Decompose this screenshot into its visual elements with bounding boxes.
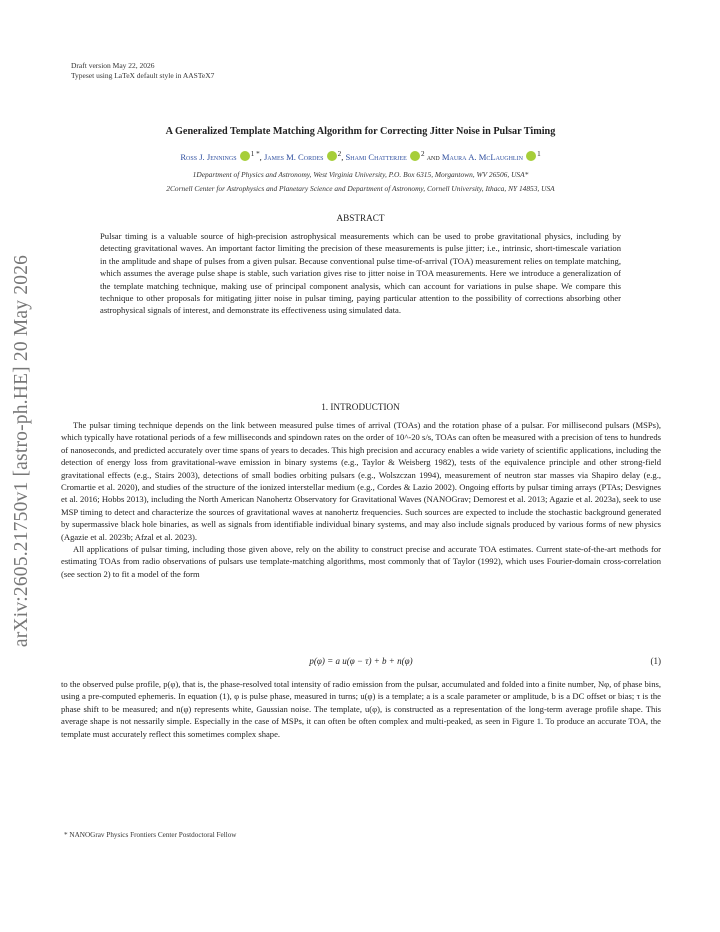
author-affil-mark: 2 — [337, 150, 342, 158]
draft-version: Draft version May 22, 2026 — [71, 61, 155, 70]
orcid-icon[interactable] — [410, 151, 420, 161]
author-name[interactable]: Shami Chatterjee — [345, 151, 407, 162]
author-name[interactable]: Maura A. McLaughlin — [441, 151, 523, 162]
equation-1 — [61, 656, 661, 670]
abstract-heading: ABSTRACT — [336, 213, 385, 223]
intro-paragraph-3: to the observed pulse profile, p(φ), that is, the phase-resolved total intensity of radio emission from the pulsar, accumulated and folded into a finite number, Nφ, of phase bins, using a pre-computed ephemeris. In equation (1), φ is pulse phase, measured in turns; u(φ) is a template; a is a scale parameter or amplitude, b is a DC offset or bias; τ is the phase shift to be measured; and n(φ) represents white, Gaussian noise. The template, u(φ), is constructed as a representation of the long-term average profile shape. This average shape is not nessarily simple. Especially in the case of MSPs, it can often be often complex and multi-peaked, as seen in Figure 1. To produce an accurate TOA, the template must accurately reflect this sometimes complex shape. — [61, 679, 661, 739]
author-name[interactable]: Ross J. Jennings — [180, 151, 237, 162]
abstract-text: Pulsar timing is a valuable source of high-precision astrophysical measurements which can be used to probe gravitational physics, including by detecting gravitational waves. An important factor limiting the precision of these measurements is pulse jitter; i.e., intrinsic, short-timescale variation in the amplitude and shape of pulses from a given pulsar. Because conventional pulse time-of-arrival (TOA) measurement relies on template matching, which assumes the average pulse shape is stable, such variation gives rise to jitter noise in TOA measurements. Here we introduce a generalization of the template matching technique, making use of principal component analysis, which can account for variations in pulse shape. We compare this technique to other proposals for mitigating jitter noise in pulsar timing, paying particular attention to the possibility of corrections absorbing other astrophysical signals of interest, and demonstrate its effectiveness using simulated data. — [100, 231, 621, 316]
affiliation-1: 1Department of Physics and Astronomy, West Virginia University, P.O. Box 6315, Morgantown, WV 26506, USA* — [192, 170, 529, 179]
draft-header — [71, 61, 214, 81]
author-list: Ross J. Jennings $^{1 *}$, James M. Cordes $^2$, Shami Chatterjee $^2$ and Maura A. McLaughlin $^1$ — [180, 150, 541, 162]
orcid-icon[interactable] — [240, 151, 250, 161]
author-name[interactable]: James M. Cordes — [263, 151, 324, 162]
arxiv-id: arXiv:2605.21750v1 [astro-ph.HE] 20 May 2026 — [11, 254, 32, 648]
equation-number: (1) — [650, 656, 661, 666]
footnote: * NANOGrav Physics Frontiers Center Postdoctoral Fellow — [64, 831, 237, 839]
affiliation-2: 2Cornell Center for Astrophysics and Planetary Science and Department of Astronomy, Cornell University, Ithaca, NY 14853, USA — [166, 184, 555, 193]
author-affil-mark: 2 — [420, 150, 425, 158]
equation-expression: p(φ) = a u(φ − τ) + b + n(φ) — [309, 656, 413, 666]
typeset-note: Typeset using LaTeX default style in AASTeX7 — [71, 71, 215, 80]
intro-body — [61, 419, 661, 580]
orcid-icon[interactable] — [327, 151, 337, 161]
section-heading: 1. INTRODUCTION — [321, 402, 400, 412]
paper-title: A Generalized Template Matching Algorithm for Correcting Jitter Noise in Pulsar Timing — [165, 126, 556, 137]
author-affil-mark: 1 — [537, 150, 541, 158]
intro-paragraph-2: All applications of pulsar timing, including those given above, rely on the ability to construct precise and accurate TOA estimates. Current state-of-the-art methods for estimating TOAs from radio observations of pulsars use template-matching algorithms, most commonly that of Taylor (1992), which uses Fourier-domain cross-correlation (see section 2) to fit a model of the form — [61, 544, 661, 579]
author-and: and — [426, 151, 440, 162]
arxiv-watermark — [2, 236, 42, 666]
orcid-icon[interactable] — [526, 151, 536, 161]
author-affil-mark: 1 * — [250, 150, 260, 158]
intro-body-cont — [61, 678, 661, 740]
intro-paragraph-1: The pulsar timing technique depends on the link between measured pulse times of arrival (TOAs) and the rotation phase of a pulsar. For millisecond pulsars (MSPs), which typically have rotational periods of a few milliseconds and spindown rates on the order of 10^-20 s/s, TOAs can often be measured with a precision of tens to hundreds of nanoseconds, and predicted accurately over time spans of years to decades. This high precision and accuracy enables a wide variety of scientific applications, including the detection of energy loss from gravitational-wave emission in binary systems (e.g., Taylor & Weisberg 1982), tests of the equivalence principle and other strong-field gravitational effects (e.g., Stairs 2003), detections of small bodies orbiting pulsars (e.g., Wolszczan 1994), measurement of neutron star masses via Shapiro delay (e.g., Cromartie et al. 2020), and studies of the structure of the ionized interstellar medium (e.g., Cordes & Lazio 2002). Ongoing efforts by pulsar timing arrays (PTAs; Desvignes et al. 2016; Hobbs 2013), including the North American Nanohertz Observatory for Gravitational Waves (NANOGrav; Demorest et al. 2013; Agazie et al. 2023a), seek to use MSP timing to detect and characterize the sources of gravitational waves at nanohertz frequencies. Such sources are expected to include the stochastic background generated by supermassive black hole binaries, as well as signals from identifiable individual binary systems, and may also include signals produced by various forms of new physics (Agazie et al. 2023b; Afzal et al. 2023). — [61, 420, 661, 542]
